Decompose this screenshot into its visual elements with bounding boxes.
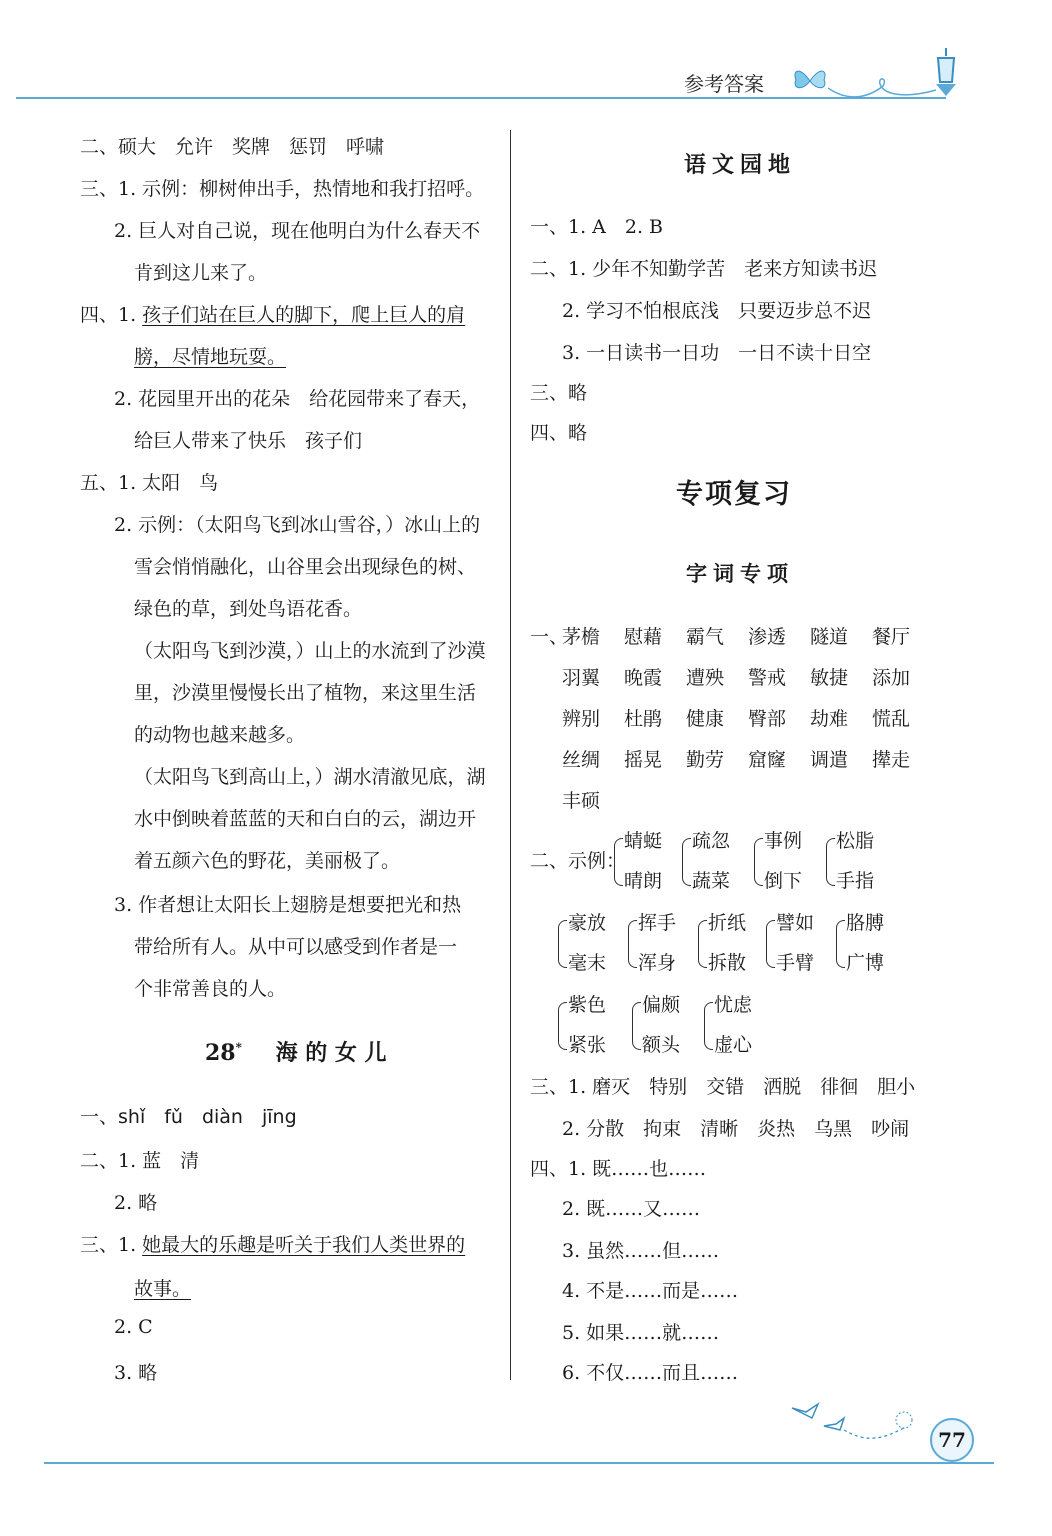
brace-mark: [754, 838, 763, 886]
answer-line: 3. 略: [114, 1362, 158, 1384]
lesson-title: 海 的 女 儿: [275, 1041, 387, 1066]
word-item: 辨别: [562, 708, 601, 730]
pair-word: 广博: [846, 952, 885, 974]
answer-line: [80, 1230, 465, 1257]
brace-mark: [558, 920, 567, 968]
brace-mark: [558, 1002, 567, 1050]
answer-line: 4. 不是……而是……: [562, 1280, 739, 1302]
answer-line: （太阳鸟飞到高山上，）湖水清澈见底，湖: [134, 766, 486, 788]
word-item: 茅檐: [562, 626, 601, 648]
brace-mark: [628, 920, 637, 968]
pair-word: 豪放: [568, 912, 607, 934]
answer-line: 三、略: [530, 382, 588, 404]
answer-line: 水中倒映着蓝蓝的天和白白的云，湖边开: [134, 808, 477, 830]
answer-line: 2. 巨人对自己说，现在他明白为什么春天不: [114, 220, 481, 242]
pair-word: 毫末: [568, 952, 607, 974]
answer-line: 6. 不仅……而且……: [562, 1362, 739, 1384]
answer-line: 雪会悄悄融化，山谷里会出现绿色的树、: [134, 556, 477, 578]
answer-line: 肯到这儿来了。: [134, 262, 268, 284]
lesson-heading: [205, 1036, 387, 1067]
answer-line: 2. 示例：（太阳鸟飞到冰山雪谷，）冰山上的: [114, 514, 481, 536]
word-item: 劫难: [810, 708, 849, 730]
answer-line: 的动物也越来越多。: [134, 724, 306, 746]
word-item: 霸气: [686, 626, 725, 648]
answer-line: 四、略: [530, 422, 588, 444]
bird-doodle-icon: [788, 1398, 918, 1448]
answer-line: 里，沙漠里慢慢长出了植物，来这里生活: [134, 682, 477, 704]
answer-line: 3. 一日读书一日功 一日不读十日空: [562, 342, 872, 364]
word-item: 隧道: [810, 626, 849, 648]
answer-line: 三、1. 磨灭 特别 交错 洒脱 徘徊 胆小: [530, 1076, 916, 1098]
answer-line: 着五颜六色的野花，美丽极了。: [134, 850, 401, 872]
answer-line: 2. 花园里开出的花朵 给花园带来了春天，: [114, 388, 481, 410]
pair-word: 胳膊: [846, 912, 885, 934]
answer-line: 3. 虽然……但……: [562, 1240, 720, 1262]
brace-mark: [632, 1002, 641, 1050]
lesson-number: 28: [205, 1040, 236, 1066]
answer-prefix: 三、1.: [80, 1234, 143, 1256]
word-item: 添加: [872, 667, 911, 689]
word-item: 勤劳: [686, 749, 725, 771]
header-title: 参考答案: [684, 72, 764, 96]
answer-line: 3. 作者想让太阳长上翅膀是想要把光和热: [114, 894, 462, 916]
word-item: 敏捷: [810, 667, 849, 689]
pair-word: 忧虑: [714, 994, 753, 1016]
brace-mark: [766, 920, 775, 968]
page-number: 77: [930, 1418, 974, 1462]
answer-line: 一、shǐ fǔ diàn jīng: [80, 1106, 297, 1128]
major-section-title: 专项复习: [676, 479, 792, 510]
pair-word: 虚心: [714, 1034, 753, 1056]
word-item: 撵走: [872, 749, 911, 771]
answer-line: 2. 既……又……: [562, 1198, 701, 1220]
swirl-line-icon: [828, 68, 938, 102]
word-item: 窟窿: [748, 749, 787, 771]
answer-line: 2. 略: [114, 1192, 158, 1214]
pair-word: 疏忽: [692, 830, 731, 852]
brace-mark: [682, 838, 691, 886]
answer-line: 五、1. 太阳 鸟: [80, 472, 219, 494]
answer-line: 二、1. 少年不知勤学苦 老来方知读书迟: [530, 258, 878, 280]
column-divider: [510, 130, 511, 1380]
word-item: 渗透: [748, 626, 787, 648]
pair-word: 浑身: [638, 952, 677, 974]
word-item: 警戒: [748, 667, 787, 689]
word-item: 丰硕: [562, 790, 601, 812]
pair-word: 倒下: [764, 870, 803, 892]
word-item: 晚霞: [624, 667, 663, 689]
word-item: 餐厅: [872, 626, 911, 648]
pair-word: 紧张: [568, 1034, 607, 1056]
footer-rule: [44, 1462, 994, 1464]
answer-line: 绿色的草，到处鸟语花香。: [134, 598, 363, 620]
word-item: 臀部: [748, 708, 787, 730]
pair-word: 拆散: [708, 952, 747, 974]
word-item: 调遣: [810, 749, 849, 771]
pair-word: 晴朗: [624, 870, 663, 892]
lantern-icon: [932, 46, 960, 98]
pair-word: 蔬菜: [692, 870, 731, 892]
word-item: 丝绸: [562, 749, 601, 771]
brace-mark: [836, 920, 845, 968]
brace-mark: [698, 920, 707, 968]
answer-line: 一、1. A 2. B: [530, 216, 664, 238]
pair-word: 事例: [764, 830, 803, 852]
underlined-answer: 她最大的乐趣是听关于我们人类世界的: [142, 1234, 466, 1256]
pair-word: 额头: [642, 1034, 681, 1056]
pair-word: 偏颇: [642, 994, 681, 1016]
answer-line: （太阳鸟飞到沙漠，）山上的水流到了沙漠: [134, 640, 486, 662]
pair-word: 手臂: [776, 952, 815, 974]
word-item: 杜鹃: [624, 708, 663, 730]
word-item: 遭殃: [686, 667, 725, 689]
answer-line: 2. 学习不怕根底浅 只要迈步总不迟: [562, 300, 872, 322]
answer-line: 个非常善良的人。: [134, 978, 287, 1000]
answer-line: 三、1. 示例：柳树伸出手，热情地和我打招呼。: [80, 178, 485, 200]
word-item: 慌乱: [872, 708, 911, 730]
answer-line: 二、硕大 允许 奖牌 惩罚 呼啸: [80, 136, 385, 158]
answer-line: 2. C: [114, 1316, 153, 1338]
brace-mark: [704, 1002, 713, 1050]
pair-word: 譬如: [776, 912, 815, 934]
pair-word: 折纸: [708, 912, 747, 934]
underlined-answer: 孩子们站在巨人的脚下，爬上巨人的肩: [142, 304, 466, 326]
pair-word: 紫色: [568, 994, 607, 1016]
word-item: 羽翼: [562, 667, 601, 689]
answer-line: 2. 分散 拘束 清晰 炎热 乌黑 吵闹: [562, 1118, 910, 1140]
section-title: 字词专项: [686, 562, 794, 586]
word-item: 健康: [686, 708, 725, 730]
section-title: 语文园地: [684, 153, 797, 178]
answer-prefix: 二、示例：: [530, 850, 626, 872]
answer-line: 给巨人带来了快乐 孩子们: [134, 430, 363, 452]
answer-line: 5. 如果……就……: [562, 1322, 720, 1344]
answer-line: [80, 300, 465, 327]
answer-line: 二、1. 蓝 清: [80, 1150, 200, 1172]
answer-line: 带给所有人。从中可以感受到作者是一: [134, 936, 458, 958]
header-rule: [16, 97, 946, 99]
word-item: 慰藉: [624, 626, 663, 648]
answer-line: 四、1. 既……也……: [530, 1158, 707, 1180]
brace-mark: [614, 838, 623, 886]
answer-prefix: 四、1.: [80, 304, 143, 326]
underlined-answer: 故事。: [134, 1278, 192, 1300]
pair-word: 挥手: [638, 912, 677, 934]
lesson-star: *: [235, 1040, 242, 1055]
word-item: 摇晃: [624, 749, 663, 771]
underlined-answer: 膀，尽情地玩耍。: [134, 346, 287, 368]
answer-prefix: 一、: [530, 626, 569, 648]
brace-mark: [826, 838, 835, 886]
pair-word: 手指: [836, 870, 875, 892]
pair-word: 蜻蜓: [624, 830, 663, 852]
pair-word: 松脂: [836, 830, 875, 852]
butterfly-icon: [790, 66, 830, 96]
